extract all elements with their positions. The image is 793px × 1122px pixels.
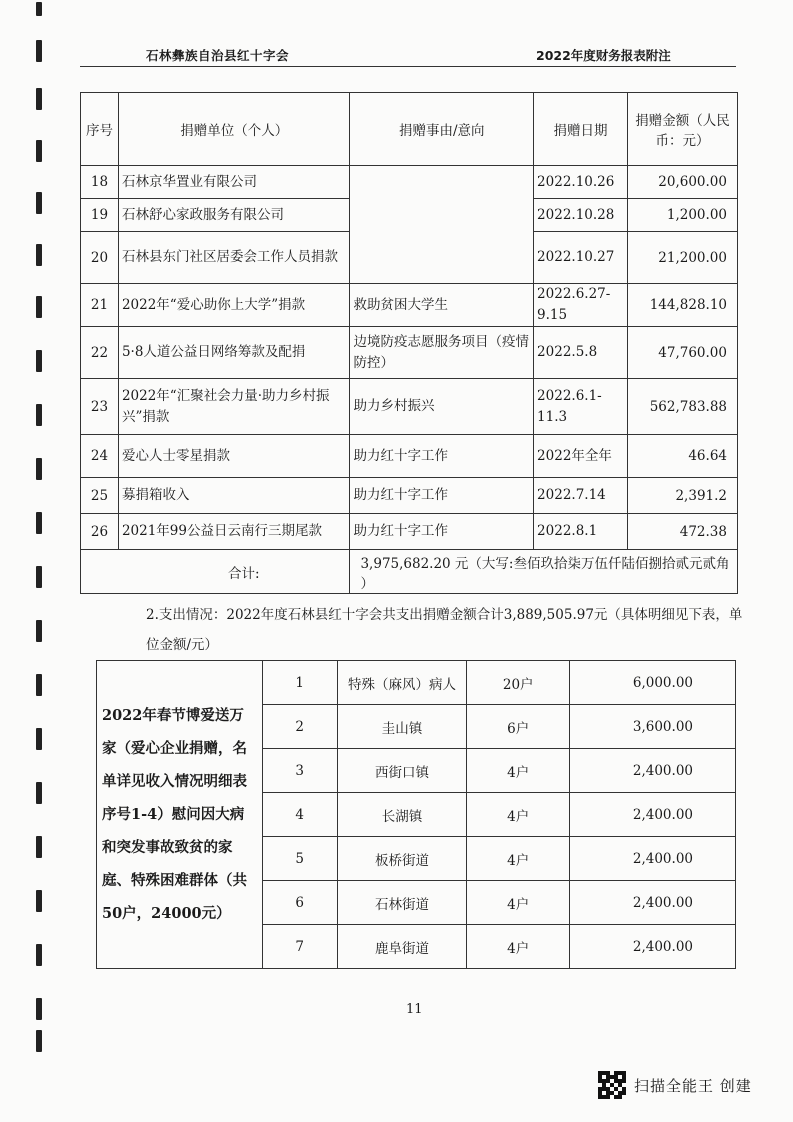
row-amount: 472.38	[628, 514, 738, 550]
row-amount: 2,400.00	[570, 793, 736, 837]
table-row	[81, 284, 738, 327]
table-row	[81, 435, 738, 478]
row-households: 6户	[467, 705, 570, 749]
total-row	[81, 550, 738, 594]
row-purpose: 助力红十字工作	[350, 478, 534, 514]
row-no: 20	[81, 232, 119, 284]
row-amount: 2,400.00	[570, 881, 736, 925]
row-place: 板桥街道	[337, 837, 467, 881]
row-households: 4户	[467, 925, 570, 969]
row-amount: 2,391.2	[628, 478, 738, 514]
row-purpose: 救助贫困大学生	[350, 284, 534, 327]
row-donor: 2022年“汇聚社会力量·助力乡村振兴”捐款	[118, 379, 350, 435]
total-label: 合计:	[81, 550, 350, 594]
row-no: 1	[262, 661, 337, 705]
row-no: 19	[81, 199, 119, 232]
row-donor: 爱心人士零星捐款	[118, 435, 350, 478]
row-no: 6	[262, 881, 337, 925]
row-households: 4户	[467, 749, 570, 793]
qr-code-icon	[598, 1071, 626, 1099]
row-purpose: 助力红十字工作	[350, 435, 534, 478]
expense-table	[96, 660, 736, 969]
table-row	[81, 514, 738, 550]
row-purpose: 助力乡村振兴	[350, 379, 534, 435]
row-place: 特殊（麻风）病人	[337, 661, 467, 705]
row-purpose: 助力红十字工作	[350, 514, 534, 550]
table-row	[81, 379, 738, 435]
col-header-date: 捐赠日期	[534, 93, 628, 166]
row-no: 21	[81, 284, 119, 327]
expense-description: 2022年春节博爱送万家（爱心企业捐赠，名单详见收入情况明细表序号1-4）慰问因大病和突发事故致贫的家庭、特殊困难群体（共50户，24000元）	[97, 661, 263, 969]
row-date: 2022.6.27-9.15	[534, 284, 628, 327]
expense-intro: 2.支出情况：2022年度石林县红十字会共支出捐赠金额合计3,889,505.97元（具体明细见下表，单位金额/元）	[146, 607, 743, 653]
row-no: 5	[262, 837, 337, 881]
row-no: 25	[81, 478, 119, 514]
row-no: 22	[81, 327, 119, 379]
row-donor: 5·8人道公益日网络筹款及配捐	[118, 327, 350, 379]
donation-income-table	[80, 92, 738, 594]
row-no: 3	[262, 749, 337, 793]
row-no: 2	[262, 705, 337, 749]
row-amount: 46.64	[628, 435, 738, 478]
row-date: 2022.10.27	[534, 232, 628, 284]
row-date: 2022.5.8	[534, 327, 628, 379]
row-date: 2022.6.1-11.3	[534, 379, 628, 435]
row-amount: 2,400.00	[570, 925, 736, 969]
row-amount: 1,200.00	[628, 199, 738, 232]
table-row	[81, 478, 738, 514]
scanner-watermark	[598, 1071, 752, 1099]
row-households: 4户	[467, 881, 570, 925]
row-no: 23	[81, 379, 119, 435]
row-place: 石林街道	[337, 881, 467, 925]
binder-holes	[36, 0, 50, 1122]
row-donor: 2022年“爱心助你上大学”捐款	[118, 284, 350, 327]
row-households: 4户	[467, 793, 570, 837]
table-row	[81, 166, 738, 199]
col-header-no: 序号	[81, 93, 119, 166]
row-no: 24	[81, 435, 119, 478]
row-donor: 石林县东门社区居委会工作人员捐款	[118, 232, 350, 284]
col-header-amount: 捐赠金额（人民币：元）	[628, 93, 738, 166]
table-row	[81, 327, 738, 379]
row-donor: 石林京华置业有限公司	[118, 166, 350, 199]
row-no: 7	[262, 925, 337, 969]
col-header-donor: 捐赠单位（个人）	[118, 93, 350, 166]
row-amount: 47,760.00	[628, 327, 738, 379]
row-amount: 144,828.10	[628, 284, 738, 327]
row-purpose: 边境防疫志愿服务项目（疫情防控）	[350, 327, 534, 379]
row-amount: 3,600.00	[570, 705, 736, 749]
watermark-text: 扫描全能王 创建	[634, 1076, 752, 1095]
row-amount: 2,400.00	[570, 837, 736, 881]
row-amount: 2,400.00	[570, 749, 736, 793]
row-amount: 6,000.00	[570, 661, 736, 705]
table-row	[97, 661, 736, 705]
table-header-row	[81, 93, 738, 166]
row-place: 长湖镇	[337, 793, 467, 837]
row-place: 西街口镇	[337, 749, 467, 793]
row-amount: 562,783.88	[628, 379, 738, 435]
row-no: 4	[262, 793, 337, 837]
row-no: 26	[81, 514, 119, 550]
row-place: 鹿阜街道	[337, 925, 467, 969]
row-donor: 募捐箱收入	[118, 478, 350, 514]
row-amount: 21,200.00	[628, 232, 738, 284]
row-donor: 2021年99公益日云南行三期尾款	[118, 514, 350, 550]
row-households: 20户	[467, 661, 570, 705]
header-document-title: 2022年度财务报表附注	[536, 48, 671, 63]
row-no: 18	[81, 166, 119, 199]
total-value: 3,975,682.20 元（大写:叁佰玖拾柒万伍仟陆佰捌拾贰元贰角 ）	[350, 550, 738, 594]
col-header-purpose: 捐赠事由/意向	[350, 93, 534, 166]
row-date: 2022.10.28	[534, 199, 628, 232]
row-place: 圭山镇	[337, 705, 467, 749]
header-organization: 石林彝族自治县红十字会	[146, 48, 290, 63]
page-number: 11	[406, 1002, 423, 1017]
row-date: 2022.7.14	[534, 478, 628, 514]
row-date: 2022年全年	[534, 435, 628, 478]
row-amount: 20,600.00	[628, 166, 738, 199]
header-rule	[80, 66, 736, 67]
row-date: 2022.8.1	[534, 514, 628, 550]
row-date: 2022.10.26	[534, 166, 628, 199]
row-donor: 石林舒心家政服务有限公司	[118, 199, 350, 232]
row-purpose	[350, 166, 534, 284]
row-households: 4户	[467, 837, 570, 881]
